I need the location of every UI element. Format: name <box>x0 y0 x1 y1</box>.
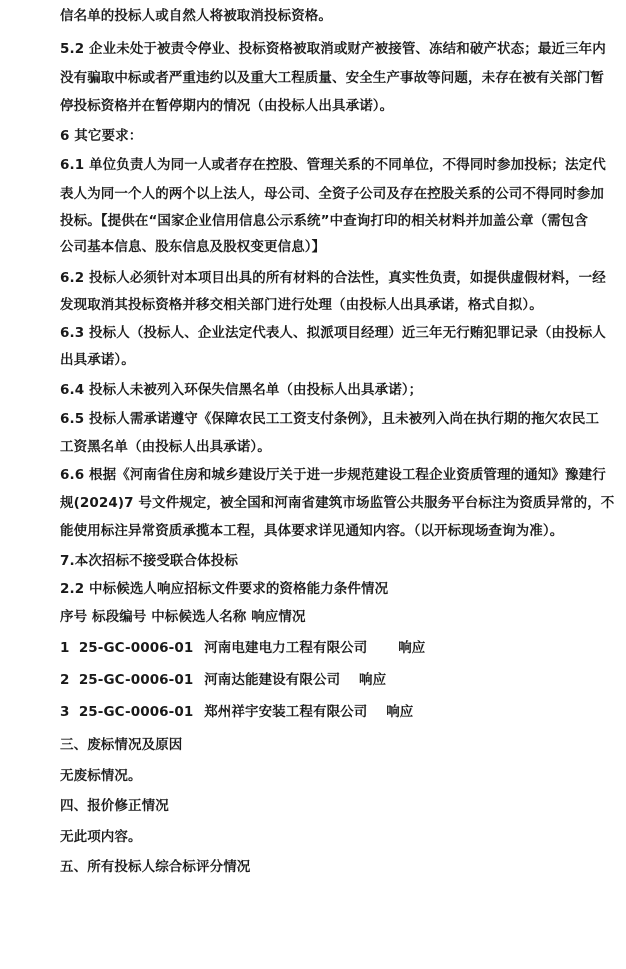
section-heading: 四、报价修正情况 <box>60 798 169 814</box>
section-heading: 五、所有投标人综合标评分情况 <box>60 859 251 875</box>
row-code: 25-GC-0006-01 <box>78 704 194 720</box>
table-header: 序号 标段编号 中标候选人名称 响应情况 <box>60 609 306 625</box>
section-body: 无废标情况。 <box>60 768 142 784</box>
paragraph-line: 6.2 投标人必须针对本项目出具的所有材料的合法性，真实性负责，如提供虚假材料，一经 <box>60 270 606 286</box>
row-company: 河南电建电力工程有限公司 <box>204 640 368 656</box>
paragraph-line: 规(2024)7 号文件规定，被全国和河南省建筑市场监管公共服务平台标注为资质异常的，不 <box>60 495 615 511</box>
table-row <box>60 638 425 658</box>
paragraph-line: 6.3 投标人（投标人、企业法定代表人、拟派项目经理）近三年无行贿犯罪记录（由投标人 <box>60 325 606 341</box>
paragraph-line: 出具承诺）。 <box>60 352 135 368</box>
paragraph-line: 停投标资格并在暂停期内的情况（由投标人出具承诺）。 <box>60 98 394 114</box>
paragraph-line: 5.2 企业未处于被责令停业、投标资格被取消或财产被接管、冻结和破产状态；最近三年内 <box>60 41 606 57</box>
paragraph-line: 发现取消其投标资格并移交相关部门进行处理（由投标人出具承诺，格式自拟）。 <box>60 297 543 313</box>
paragraph-line: 没有骗取中标或者严重违约以及重大工程质量、安全生产事故等问题，未存在被有关部门暂 <box>60 70 604 86</box>
section-heading: 三、废标情况及原因 <box>60 737 183 753</box>
row-company: 河南达能建设有限公司 <box>204 672 341 688</box>
paragraph-line: 投标。【提供在“国家企业信用信息公示系统”中查询打印的相关材料并加盖公章（需包含 <box>60 213 588 229</box>
row-number: 3 <box>60 704 70 720</box>
paragraph-line: 6.4 投标人未被列入环保失信黑名单（由投标人出具承诺）； <box>60 382 423 398</box>
paragraph-line: 信名单的投标人或自然人将被取消投标资格。 <box>60 8 332 24</box>
paragraph-line: 2.2 中标候选人响应招标文件要求的资格能力条件情况 <box>60 581 389 597</box>
row-response: 响应 <box>386 704 414 720</box>
paragraph-line: 表人为同一个人的两个以上法人，母公司、全资子公司及存在控股关系的公司不得同时参加 <box>60 186 604 202</box>
row-response: 响应 <box>359 672 387 688</box>
paragraph-line: 6.5 投标人需承诺遵守《保障农民工工资支付条例》，且未被列入尚在执行期的拖欠农民工 <box>60 411 600 427</box>
row-company: 郑州祥宇安装工程有限公司 <box>204 704 368 720</box>
row-number: 1 <box>60 640 70 656</box>
row-code: 25-GC-0006-01 <box>78 640 194 656</box>
paragraph-line: 公司基本信息、股东信息及股权变更信息）】 <box>60 239 326 255</box>
table-row <box>60 670 386 690</box>
row-response: 响应 <box>398 640 426 656</box>
paragraph-line: 能使用标注异常资质承揽本工程，具体要求详见通知内容。（以开标现场查询为准）。 <box>60 523 564 539</box>
row-code: 25-GC-0006-01 <box>78 672 194 688</box>
paragraph-line: 6 其它要求： <box>60 128 143 144</box>
paragraph-line: 7.本次招标不接受联合体投标 <box>60 553 238 569</box>
section-body: 无此项内容。 <box>60 829 142 845</box>
paragraph-line: 工资黑名单（由投标人出具承诺）。 <box>60 439 271 455</box>
row-number: 2 <box>60 672 70 688</box>
paragraph-line: 6.6 根据《河南省住房和城乡建设厅关于进一步规范建设工程企业资质管理的通知》豫建行 <box>60 467 606 483</box>
table-row <box>60 702 413 722</box>
paragraph-line: 6.1 单位负责人为同一人或者存在控股、管理关系的不同单位，不得同时参加投标；法定代 <box>60 157 606 173</box>
